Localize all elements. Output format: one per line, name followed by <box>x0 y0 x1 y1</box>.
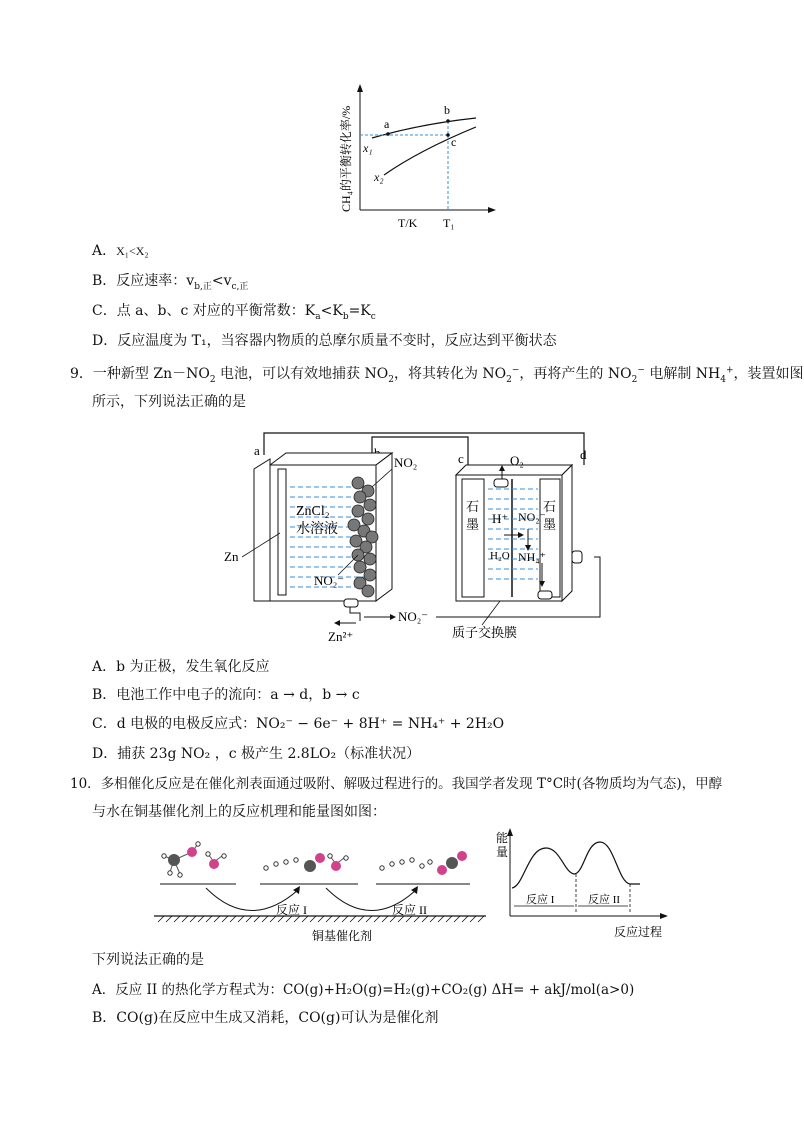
label-h2o: H₂O <box>490 550 510 562</box>
point-c <box>446 133 450 137</box>
stage2-molecules <box>264 853 348 872</box>
right-inlet <box>572 551 582 563</box>
label-zncl2: ZnCl₂ <box>296 504 330 519</box>
energy-seg2-label: 反应 II <box>588 894 621 906</box>
q10-stem-line2: 与水在铜基催化剂上的反应机理和能量图如图： <box>92 804 386 820</box>
q8-option-c: C．点 a、b、c 对应的平衡常数：$K_a<K_b=K_c$ <box>92 303 376 322</box>
mechanism-diagram <box>150 836 490 948</box>
q9-option-c: C．d 电极的电极反应式：NO₂⁻ − 6e⁻ + 8H⁺ = NH₄⁺ + 2H₂O <box>92 716 505 732</box>
label-zn: Zn <box>224 549 239 564</box>
label-membrane: 质子交换膜 <box>452 625 518 640</box>
stage3-molecules <box>380 851 467 875</box>
label-d: d <box>580 447 587 462</box>
graphite-right <box>540 479 560 597</box>
q8-option-b: B．反应速率：$v_{b,正}<v_{c,正}$ <box>92 273 249 292</box>
label-no2-minus-mid: NO₂⁻ <box>398 609 429 624</box>
zn2-arrow-head <box>334 620 340 626</box>
label-no2-top: NO₂ <box>394 455 418 470</box>
label-graphite-r2: 墨 <box>543 517 557 532</box>
q10-option-b: B．CO(g)在反应中生成又消耗，CO(g)可认为是催化剂 <box>92 1010 439 1026</box>
water-molecule-1 <box>206 852 226 869</box>
energy-diagram <box>494 826 674 944</box>
to-right-arrow-head <box>390 614 396 620</box>
label-x1: x₁ <box>363 141 373 155</box>
conversion-graph <box>330 80 500 238</box>
label-b: b <box>444 103 450 117</box>
label-graphite-l2: 墨 <box>466 517 480 532</box>
zn-electrode <box>254 459 270 601</box>
battery-diagram <box>220 425 610 650</box>
o2-outlet <box>494 479 508 487</box>
label-no2-minus-left: NO₂⁻ <box>314 573 345 588</box>
q8-option-a: A．X₁<X₂ <box>92 243 149 259</box>
label-no2-minus-right: NO₂⁻ <box>518 510 546 524</box>
energy-x-label: 反应过程 <box>614 925 663 939</box>
label-hplus: H⁺ <box>492 511 509 526</box>
label-o2: O₂ <box>510 453 524 468</box>
q10-stem-line1: 10．多相催化反应是在催化剂表面通过吸附、解吸过程进行的。我国学者发现 T°C时(各物质均为气态)，甲醇 <box>70 776 723 792</box>
q8-option-d: D．反应温度为 T₁，当容器内物质的总摩尔质量不变时，反应达到平衡状态 <box>92 333 557 349</box>
label-c: c <box>458 451 464 466</box>
x-axis-arrow <box>488 207 496 213</box>
t1-label: T₁ <box>443 216 455 230</box>
q9-option-d: D．捕获 23g NO₂ ，c 极产生 2.8LO₂（标准状况） <box>92 746 421 762</box>
left-cell-top <box>270 453 392 465</box>
energy-y-label-1: 能 <box>496 831 509 845</box>
label-x2: x₂ <box>374 170 384 184</box>
zn-plate <box>278 469 286 595</box>
q10-option-a: A．反应 II 的热化学方程式为：CO(g)+H₂O(g)=H₂(g)+CO₂(g) ΔH= + akJ/mol(a>0) <box>92 982 635 998</box>
energy-y-label-2: 量 <box>496 845 509 859</box>
outlet-valve <box>344 599 358 607</box>
label-a: a <box>254 443 260 458</box>
y-axis-label: CH₄的平衡转化率/% <box>339 105 353 212</box>
label-graphite-l1: 石 <box>466 499 480 514</box>
curve-x2 <box>384 127 476 175</box>
catalyst-hatch <box>158 916 484 922</box>
q9-stem-line2: 所示，下列说法正确的是 <box>92 394 246 410</box>
y-axis-arrow <box>357 84 363 92</box>
label-zn2plus: Zn²⁺ <box>328 629 354 644</box>
label-reaction-2: 反应 II <box>392 903 427 917</box>
label-c: c <box>451 135 457 149</box>
right-outlet <box>538 591 552 599</box>
label-nh4: NH₄⁺ <box>518 550 546 564</box>
graphite-left <box>462 479 484 597</box>
label-graphite-r1: 石 <box>543 499 557 514</box>
energy-x-arrow <box>660 913 668 919</box>
left-cell-side <box>376 453 392 601</box>
label-catalyst: 铜基催化剂 <box>312 929 373 943</box>
label-solution: 水溶液 <box>296 522 338 537</box>
label-a: a <box>384 117 390 131</box>
point-a <box>386 132 390 136</box>
q9-option-a: A．b 为正极，发生氧化反应 <box>92 659 270 675</box>
energy-seg1-label: 反应 I <box>526 894 555 906</box>
q9-stem-line1: 9．一种新型 $Zn-NO_2$ 电池，可以有效地捕获 $NO_2$，将其转化为 $NO_2^-$，再将产生的 $NO_2^-$ 电解制 $NH_4^+$，装置如图 <box>70 365 804 385</box>
q9-option-b: B．电池工作中电子的流向：a → d，b → c <box>92 687 360 703</box>
right-cell-side <box>562 465 572 601</box>
q10-question: 下列说法正确的是 <box>92 952 204 968</box>
label-reaction-1: 反应 I <box>276 903 307 917</box>
methanol-molecule <box>162 842 200 877</box>
x-axis-label: T/K <box>398 216 418 230</box>
point-b <box>446 119 450 123</box>
